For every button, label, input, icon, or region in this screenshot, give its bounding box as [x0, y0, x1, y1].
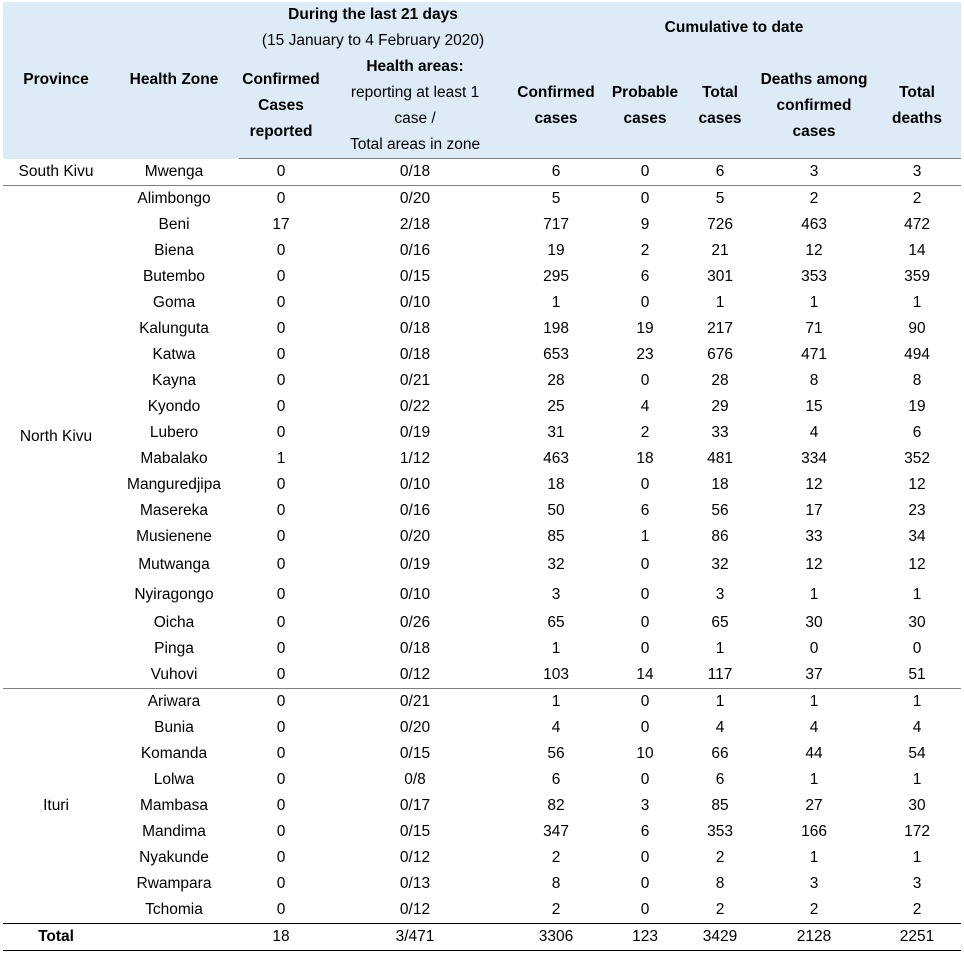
- zone-cell: Goma: [152, 294, 196, 311]
- zone-cell: Mutwanga: [138, 556, 210, 573]
- total-deaths-cell: 172: [904, 823, 930, 840]
- total-cases-cell: 1: [685, 689, 755, 716]
- total-deaths-cell: 1: [912, 586, 922, 603]
- total-deaths-cell: 12: [908, 556, 926, 573]
- zone-cell: Musienene: [136, 528, 212, 545]
- table-body: [3, 159, 961, 951]
- table-row: [3, 186, 961, 213]
- confirmed-cell: 65: [547, 614, 565, 631]
- group-last-21-days: During the last 21 days (15 January to 4 February 2020): [239, 2, 507, 54]
- confirmed-cell: 85: [547, 528, 565, 545]
- probable-cell: 0: [640, 719, 650, 736]
- probable-cell: 0: [640, 614, 650, 631]
- health-areas-cell: 0/18: [399, 640, 431, 657]
- confirmed-cell: 717: [543, 216, 569, 233]
- deaths-confirmed-cell: 2: [809, 901, 819, 918]
- total-deaths-cell: 2: [912, 901, 922, 918]
- total-deaths-cell: 12: [908, 476, 926, 493]
- confirmed-21d-cell: 0: [276, 666, 286, 683]
- probable-cell: 14: [636, 666, 654, 683]
- table-row: [3, 368, 961, 394]
- zone-cell: Kayna: [152, 372, 196, 389]
- confirmed-cell: 295: [543, 268, 569, 285]
- table-row: [3, 741, 961, 767]
- confirmed-cell: 653: [543, 346, 569, 363]
- total-deaths-cell: 3: [912, 875, 922, 892]
- table-row: [3, 394, 961, 420]
- col-health-zone: Health Zone: [109, 2, 239, 159]
- probable-cell: 2: [640, 242, 650, 259]
- health-areas-cell: 0/12: [399, 849, 431, 866]
- total-cases-cell: 5: [685, 186, 755, 213]
- deaths-confirmed-cell: 334: [801, 450, 827, 467]
- confirmed-21d-cell: 17: [272, 216, 290, 233]
- confirmed-21d-cell: 0: [276, 242, 286, 259]
- deaths-confirmed-cell: 1: [809, 771, 819, 788]
- probable-cell: 0: [640, 901, 650, 918]
- province-cell: North Kivu: [3, 186, 109, 689]
- confirmed-21d-cell: 0: [276, 556, 286, 573]
- confirmed-21d-cell: 0: [276, 163, 286, 180]
- deaths-confirmed-cell: 3: [809, 163, 819, 180]
- table-row: [3, 871, 961, 897]
- zone-cell: Mabalako: [140, 450, 208, 467]
- table-row: [3, 264, 961, 290]
- confirmed-cell: 6: [551, 771, 561, 788]
- confirmed-21d-cell: 0: [239, 689, 323, 716]
- confirmed-cell: 2: [551, 901, 561, 918]
- total-deaths-cell: 1: [873, 689, 961, 716]
- probable-cell: 0: [640, 556, 650, 573]
- total-cases-cell: 6: [715, 163, 725, 180]
- probable-cell: 1: [640, 528, 650, 545]
- deaths-confirmed-cell: 4: [809, 424, 819, 441]
- zone-cell: Manguredjipa: [127, 476, 221, 493]
- probable-cell: 10: [636, 745, 654, 762]
- total-cases-cell: 726: [707, 216, 733, 233]
- health-areas-cell: 0/20: [323, 186, 507, 213]
- confirmed-21d-cell: 0: [276, 771, 286, 788]
- deaths-confirmed-cell: 12: [805, 556, 823, 573]
- probable-cell: 0: [640, 294, 650, 311]
- probable-cell: 18: [636, 450, 654, 467]
- zone-cell: Mandima: [142, 823, 206, 840]
- total-cases-cell: 21: [711, 242, 729, 259]
- col-probable-cases: Probable cases: [605, 54, 685, 159]
- confirmed-21d-cell: 0: [276, 528, 286, 545]
- health-areas-cell: 0/16: [399, 242, 431, 259]
- province-cell: Ituri: [3, 689, 109, 924]
- probable-cell: 0: [640, 875, 650, 892]
- health-areas-cell: 0/13: [399, 875, 431, 892]
- confirmed-cell: 56: [547, 745, 565, 762]
- total-deaths-cell: 2: [873, 186, 961, 213]
- deaths-confirmed-cell: 37: [805, 666, 823, 683]
- total-cases-cell: 66: [711, 745, 729, 762]
- confirmed-21d-cell: 0: [276, 294, 286, 311]
- confirmed-cell: 2: [551, 849, 561, 866]
- deaths-confirmed-cell: 71: [805, 320, 823, 337]
- confirmed-cell: 32: [547, 556, 565, 573]
- confirmed-21d-cell: 0: [276, 823, 286, 840]
- health-areas-cell: 0/10: [399, 586, 431, 603]
- total-label: Total: [3, 924, 109, 951]
- table-row: [3, 662, 961, 689]
- confirmed-21d-cell: 0: [276, 502, 286, 519]
- probable-cell: 0: [640, 372, 650, 389]
- col-total-cases: Total cases: [685, 54, 755, 159]
- deaths-confirmed-cell: 2: [755, 186, 873, 213]
- deaths-confirmed-cell: 15: [805, 398, 823, 415]
- table-row: [3, 238, 961, 264]
- probable-cell: 6: [640, 823, 650, 840]
- col-confirmed-reported: Confirmed Cases reported: [239, 54, 323, 159]
- total-zone-cell: [109, 924, 239, 951]
- deaths-confirmed-cell: 463: [801, 216, 827, 233]
- table-row: [3, 159, 961, 186]
- table-row: [3, 845, 961, 871]
- table-row: [3, 580, 961, 610]
- confirmed-21d-cell: 0: [276, 901, 286, 918]
- probable-cell: 6: [640, 502, 650, 519]
- total-deaths-cell: 1: [912, 771, 922, 788]
- confirmed-21d-cell: 0: [276, 320, 286, 337]
- table-header: [3, 2, 961, 159]
- province-cell: South Kivu: [18, 162, 94, 180]
- total-cases-cell: 301: [707, 268, 733, 285]
- probable-cell: 0: [640, 849, 650, 866]
- probable-cell: 0: [605, 689, 685, 716]
- zone-cell: Oicha: [153, 614, 195, 631]
- table-row: [3, 819, 961, 845]
- total-cases-cell: 65: [711, 614, 729, 631]
- total-cases-cell: 4: [715, 719, 725, 736]
- confirmed-21d-cell: 0: [276, 346, 286, 363]
- deaths-confirmed-cell: 1: [755, 689, 873, 716]
- health-areas-cell: 1/12: [399, 450, 431, 467]
- total-cases-cell: 353: [707, 823, 733, 840]
- probable-cell: 23: [636, 346, 654, 363]
- health-areas-cell: 0/15: [399, 745, 431, 762]
- zone-cell: Lubero: [149, 424, 199, 441]
- zone-cell: Lolwa: [153, 771, 195, 788]
- confirmed-cell: 198: [543, 320, 569, 337]
- total-deaths-cell: 6: [912, 424, 922, 441]
- table-row: [3, 498, 961, 524]
- zone-cell: Ariwara: [109, 689, 239, 716]
- deaths-confirmed-cell: 166: [801, 823, 827, 840]
- deaths-confirmed-cell: 12: [805, 242, 823, 259]
- health-areas-cell: 0/19: [399, 556, 431, 573]
- confirmed-cell: 3: [551, 586, 561, 603]
- table-row: [3, 212, 961, 238]
- health-areas-cell: 0/15: [399, 268, 431, 285]
- zone-cell: Komanda: [140, 745, 208, 762]
- total-deaths-cell: 494: [904, 346, 930, 363]
- deaths-confirmed-cell: 4: [809, 719, 819, 736]
- total-cases-cell: 28: [711, 372, 729, 389]
- health-areas-cell: 0/21: [399, 372, 431, 389]
- total-deaths-cell: 1: [912, 849, 922, 866]
- confirmed-cell: 50: [547, 502, 565, 519]
- total-cases-cell: 86: [711, 528, 729, 545]
- table-row: [3, 715, 961, 741]
- zone-cell: Beni: [158, 216, 190, 233]
- zone-cell: Kyondo: [147, 398, 201, 415]
- deaths-confirmed-cell: 0: [809, 640, 819, 657]
- zone-cell: Masereka: [139, 502, 209, 519]
- deaths-confirmed-cell: 44: [805, 745, 823, 762]
- confirmed-21d-cell: 0: [276, 745, 286, 762]
- group-cumulative: Cumulative to date: [507, 2, 961, 54]
- zone-cell: Nyakunde: [139, 849, 209, 866]
- total-deaths-cell: 14: [908, 242, 926, 259]
- table-row: [3, 636, 961, 662]
- total-cases-cell: 117: [707, 666, 733, 683]
- probable-cell: 19: [636, 320, 654, 337]
- health-areas-cell: 0/12: [399, 666, 431, 683]
- deaths-confirmed-cell: 27: [805, 797, 823, 814]
- probable-cell: 0: [605, 186, 685, 213]
- table-row: [3, 524, 961, 550]
- table-row: [3, 420, 961, 446]
- confirmed-21d-cell: 0: [276, 372, 286, 389]
- confirmed-21d-cell: 0: [276, 849, 286, 866]
- total-deaths-cell: 90: [908, 320, 926, 337]
- health-areas-cell: 0/10: [399, 476, 431, 493]
- health-areas-cell: 0/19: [399, 424, 431, 441]
- table-row: [3, 316, 961, 342]
- total-probable: 123: [605, 924, 685, 951]
- zone-cell: Butembo: [142, 268, 206, 285]
- health-areas-cell: 0/18: [399, 320, 431, 337]
- col-health-areas: Health areas: reporting at least 1 case / Total areas in zone: [323, 54, 507, 159]
- deaths-confirmed-cell: 12: [805, 476, 823, 493]
- total-deaths-cell: 352: [904, 450, 930, 467]
- deaths-confirmed-cell: 1: [809, 586, 819, 603]
- confirmed-cell: 6: [551, 163, 561, 180]
- total-health-areas: 3/471: [323, 924, 507, 951]
- probable-cell: 9: [640, 216, 650, 233]
- confirmed-cell: 1: [551, 640, 561, 657]
- zone-cell: Katwa: [152, 346, 196, 363]
- table-row: [3, 290, 961, 316]
- confirmed-cell: 1: [551, 294, 561, 311]
- total-cases-cell: 32: [711, 556, 729, 573]
- confirmed-cell: 28: [547, 372, 565, 389]
- health-areas-cell: 0/20: [399, 719, 431, 736]
- zone-cell: Bunia: [154, 719, 194, 736]
- confirmed-cell: 463: [543, 450, 569, 467]
- total-cases-cell: 2: [715, 849, 725, 866]
- total-cases-cell: 1: [715, 294, 725, 311]
- confirmed-cell: 18: [547, 476, 565, 493]
- zone-cell: Pinga: [154, 640, 194, 657]
- health-areas-cell: 0/15: [399, 823, 431, 840]
- probable-cell: 6: [640, 268, 650, 285]
- total-cases-cell: 56: [711, 502, 729, 519]
- deaths-confirmed-cell: 30: [805, 614, 823, 631]
- deaths-confirmed-cell: 471: [801, 346, 827, 363]
- confirmed-21d-cell: 0: [276, 398, 286, 415]
- total-deaths-cell: 51: [908, 666, 926, 683]
- total-cases-cell: 1: [715, 640, 725, 657]
- total-confirmed: 3306: [507, 924, 605, 951]
- confirmed-21d-cell: 1: [276, 450, 286, 467]
- confirmed-21d-cell: 0: [239, 186, 323, 213]
- total-confirmed-21d: 18: [239, 924, 323, 951]
- total-deaths-cell: 30: [908, 797, 926, 814]
- zone-cell: Alimbongo: [109, 186, 239, 213]
- table-row: [3, 767, 961, 793]
- zone-cell: Kalunguta: [139, 320, 209, 337]
- health-areas-cell: 0/20: [399, 528, 431, 545]
- health-areas-cell: 0/26: [399, 614, 431, 631]
- health-areas-cell: 0/10: [399, 294, 431, 311]
- ebola-cases-table: [3, 2, 961, 951]
- health-areas-cell: 0/8: [404, 771, 426, 788]
- total-cases-cell: 2: [715, 901, 725, 918]
- probable-cell: 0: [640, 640, 650, 657]
- total-cases-cell: 3: [715, 586, 725, 603]
- health-areas-cell: 0/18: [399, 346, 431, 363]
- probable-cell: 0: [640, 476, 650, 493]
- probable-cell: 0: [640, 771, 650, 788]
- col-confirmed-cases: Confirmed cases: [507, 54, 605, 159]
- table-row: [3, 897, 961, 924]
- confirmed-21d-cell: 0: [276, 875, 286, 892]
- zone-cell: Nyiragongo: [134, 586, 214, 603]
- total-deaths-cell: 54: [908, 745, 926, 762]
- total-cases-cell: 18: [711, 476, 729, 493]
- health-areas-cell: 0/17: [399, 797, 431, 814]
- total-deaths-cell: 359: [904, 268, 930, 285]
- zone-cell: Mwenga: [144, 162, 204, 180]
- confirmed-cell: 4: [551, 719, 561, 736]
- zone-cell: Mambasa: [139, 797, 209, 814]
- confirmed-cell: 103: [543, 666, 569, 683]
- confirmed-21d-cell: 0: [276, 424, 286, 441]
- deaths-confirmed-cell: 1: [809, 294, 819, 311]
- confirmed-cell: 8: [551, 875, 561, 892]
- total-row: [3, 924, 961, 951]
- health-areas-cell: 0/12: [399, 901, 431, 918]
- confirmed-21d-cell: 0: [276, 614, 286, 631]
- deaths-confirmed-cell: 8: [809, 372, 819, 389]
- total-cases-cell: 6: [715, 771, 725, 788]
- total-deaths-cell: 1: [912, 294, 922, 311]
- confirmed-21d-cell: 0: [276, 719, 286, 736]
- table-row: [3, 342, 961, 368]
- zone-cell: Vuhovi: [150, 666, 198, 683]
- total-deaths-cell: 472: [904, 216, 930, 233]
- health-areas-cell: 0/21: [323, 689, 507, 716]
- zone-cell: Biena: [154, 242, 194, 259]
- confirmed-cell: 5: [507, 186, 605, 213]
- col-province: Province: [3, 2, 109, 159]
- total-cases-cell: 29: [711, 398, 729, 415]
- confirmed-21d-cell: 0: [276, 797, 286, 814]
- confirmed-cell: 1: [507, 689, 605, 716]
- zone-cell: Tchomia: [145, 901, 203, 918]
- probable-cell: 3: [640, 797, 650, 814]
- total-deaths-cell: 19: [908, 398, 926, 415]
- probable-cell: 0: [640, 586, 650, 603]
- confirmed-cell: 19: [547, 242, 565, 259]
- confirmed-21d-cell: 0: [276, 268, 286, 285]
- health-areas-cell: 0/22: [399, 398, 431, 415]
- total-deaths-cell: 23: [908, 502, 926, 519]
- confirmed-21d-cell: 0: [276, 586, 286, 603]
- total-deaths-cell: 30: [908, 614, 926, 631]
- confirmed-cell: 31: [547, 424, 565, 441]
- probable-cell: 4: [640, 398, 650, 415]
- total-deaths-cell: 3: [912, 163, 922, 180]
- table-row: [3, 550, 961, 580]
- deaths-confirmed-cell: 353: [801, 268, 827, 285]
- health-areas-cell: 2/18: [399, 216, 431, 233]
- deaths-confirmed-cell: 33: [805, 528, 823, 545]
- confirmed-21d-cell: 0: [276, 476, 286, 493]
- table-row: [3, 793, 961, 819]
- total-cases-cell: 481: [707, 450, 733, 467]
- col-deaths-confirmed: Deaths among confirmed cases: [755, 54, 873, 159]
- confirmed-cell: 82: [547, 797, 565, 814]
- total-deaths-cell: 8: [912, 372, 922, 389]
- total-deaths: 2251: [873, 924, 961, 951]
- table-row: [3, 689, 961, 716]
- table-row: [3, 472, 961, 498]
- health-areas-cell: 0/16: [399, 502, 431, 519]
- probable-cell: 2: [640, 424, 650, 441]
- deaths-confirmed-cell: 1: [809, 849, 819, 866]
- total-cases-cell: 8: [715, 875, 725, 892]
- total-deaths-cell: 4: [912, 719, 922, 736]
- confirmed-cell: 25: [547, 398, 565, 415]
- table-row: [3, 446, 961, 472]
- total-cases-cell: 85: [711, 797, 729, 814]
- col-total-deaths: Total deaths: [873, 54, 961, 159]
- total-cases-cell: 676: [707, 346, 733, 363]
- deaths-confirmed-cell: 17: [805, 502, 823, 519]
- table-row: [3, 610, 961, 636]
- deaths-confirmed-cell: 3: [809, 875, 819, 892]
- probable-cell: 0: [640, 163, 650, 180]
- total-deaths-cell: 0: [912, 640, 922, 657]
- zone-cell: Rwampara: [136, 875, 212, 892]
- total-cases-cell: 33: [711, 424, 729, 441]
- total-deaths-confirmed: 2128: [755, 924, 873, 951]
- total-cases: 3429: [685, 924, 755, 951]
- health-areas-cell: 0/18: [399, 163, 431, 180]
- total-deaths-cell: 34: [908, 528, 926, 545]
- total-cases-cell: 217: [707, 320, 733, 337]
- confirmed-cell: 347: [543, 823, 569, 840]
- confirmed-21d-cell: 0: [276, 640, 286, 657]
